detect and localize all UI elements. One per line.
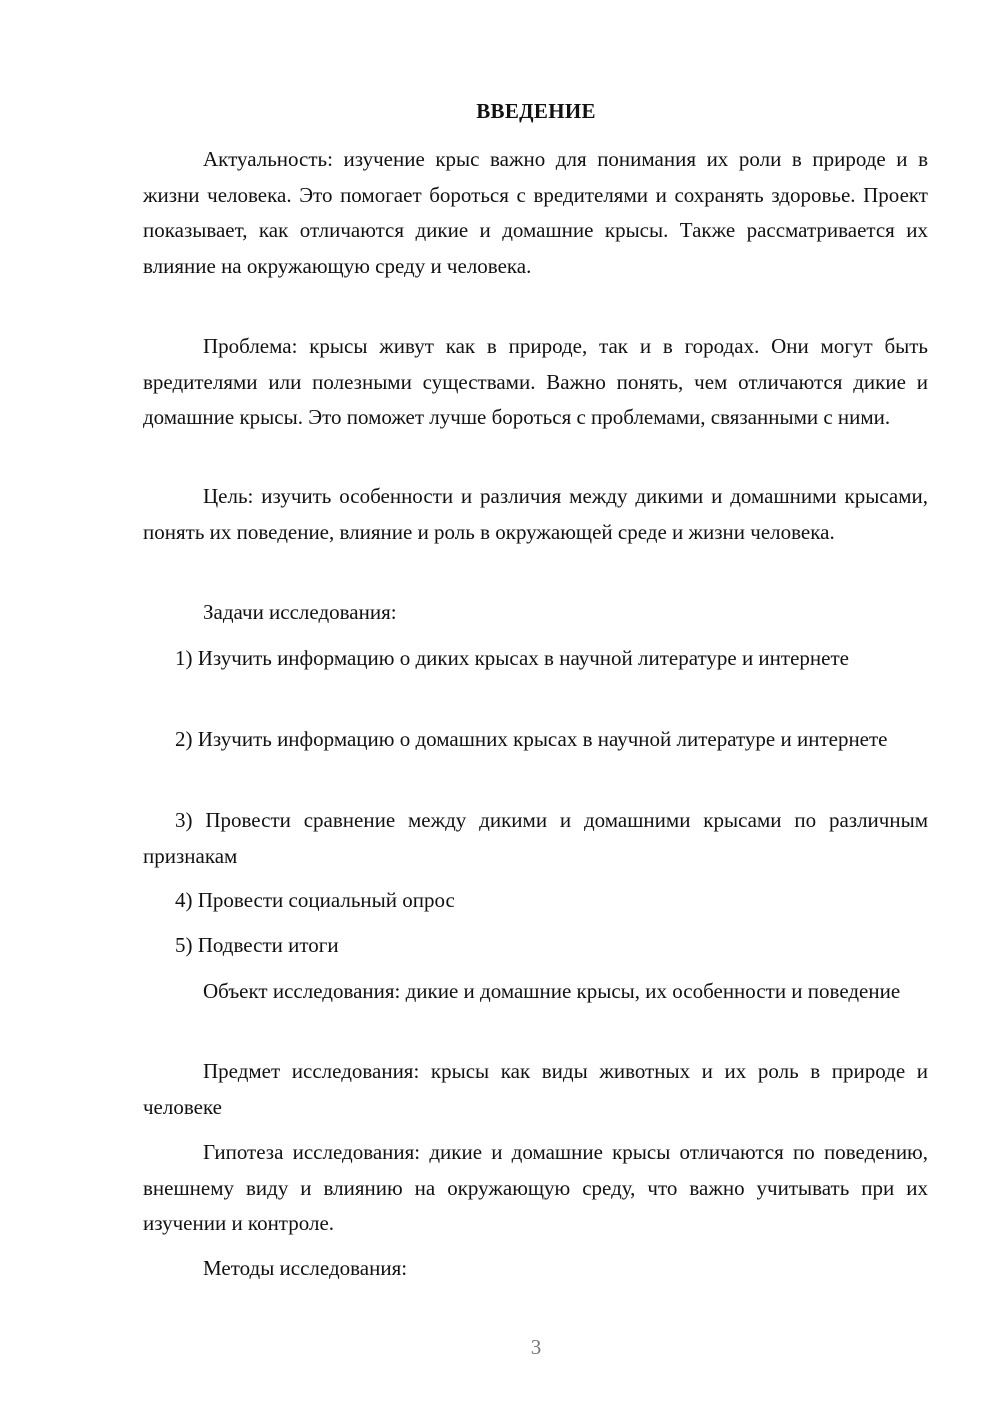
methods-heading: Методы исследования: [203,1256,408,1280]
task-item-5: 5) Подвести итоги [175,933,339,957]
paragraph-relevance: Актуальность: изучение крыс важно для понимания их роли в природе и в жизни человека. Это помогает бороться с вредителями и сохранять здоровье. Проект показывает, как отличаются дикие и домашние крысы. Также рассматривается их влияние на окружающую среду и человека. [143,147,928,278]
page-number: 3 [530,1335,542,1359]
section-title: ВВЕДЕНИЕ [476,99,596,123]
paragraph-subject: Предмет исследования: крысы как виды животных и их роль в природе и человеке [143,1059,928,1119]
paragraph-problem: Проблема: крысы живут как в природе, так и в городах. Они могут быть вредителями или полезными существами. Важно понять, чем отличаются дикие и домашние крысы. Это поможет лучше бороться с проблемами, связанными с ними. [143,334,928,429]
task-item-3: 3) Провести сравнение между дикими и домашними крысами по различным признакам [143,808,928,868]
paragraph-goal: Цель: изучить особенности и различия между дикими и домашними крысами, понять их поведение, влияние и роль в окружающей среде и жизни человека. [143,484,928,544]
task-item-2: 2) Изучить информацию о домашних крысах в научной литературе и интернете [175,727,888,751]
paragraph-hypothesis: Гипотеза исследования: дикие и домашние крысы отличаются по поведению, внешнему виду и влиянию на окружающую среду, что важно учитывать при их изучении и контроле. [143,1140,928,1235]
task-item-4: 4) Провести социальный опрос [175,888,455,912]
tasks-heading: Задачи исследования: [203,600,397,624]
task-item-1: 1) Изучить информацию о диких крысах в научной литературе и интернете [175,646,849,670]
paragraph-object: Объект исследования: дикие и домашние крысы, их особенности и поведение [203,979,901,1003]
